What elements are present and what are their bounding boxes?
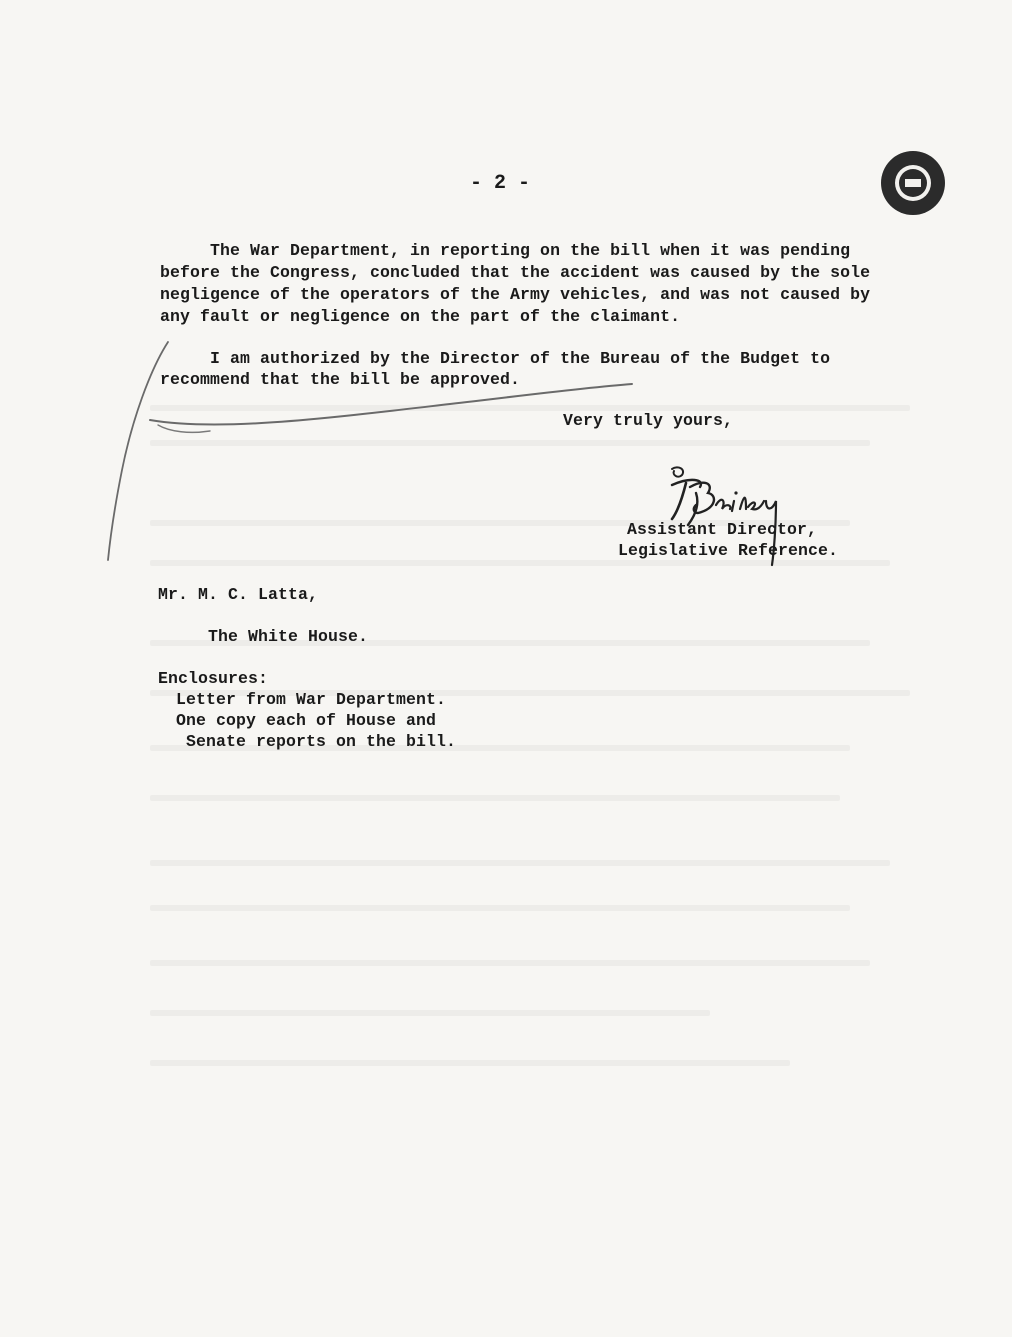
bleed-through-line [150,960,870,966]
bleed-through-line [150,1060,790,1066]
page-number: - 2 - [470,172,531,195]
closing: Very truly yours, [563,411,734,430]
body-line: before the Congress, concluded that the accident was caused by the sole [160,263,871,282]
addressee-line: Mr. M. C. Latta, [158,585,319,604]
bleed-through-line [150,1010,710,1016]
body-line: any fault or negligence on the part of the claimant. [160,307,681,326]
signer-title-line: Assistant Director, [627,520,818,539]
bleed-through-line [150,440,870,446]
body-line: I am authorized by the Director of the Bureau of the Budget to [160,349,831,368]
enclosure-item: Senate reports on the bill. [176,732,457,751]
body-line: The War Department, in reporting on the bill when it was pending [160,241,851,260]
enclosures-label: Enclosures: [158,669,269,688]
bleed-through-line [150,905,850,911]
enclosure-item: Letter from War Department. [176,690,447,709]
bleed-through-line [150,405,910,411]
bleed-through-line [150,860,890,866]
addressee-line: The White House. [208,627,369,646]
body-line: recommend that the bill be approved. [160,370,521,389]
bleed-through-line [150,795,840,801]
body-line: negligence of the operators of the Army vehicles, and was not caused by [160,285,871,304]
signer-title-line: Legislative Reference. [618,541,839,560]
enclosure-item: One copy each of House and [176,711,437,730]
archive-stamp-icon [878,148,948,218]
